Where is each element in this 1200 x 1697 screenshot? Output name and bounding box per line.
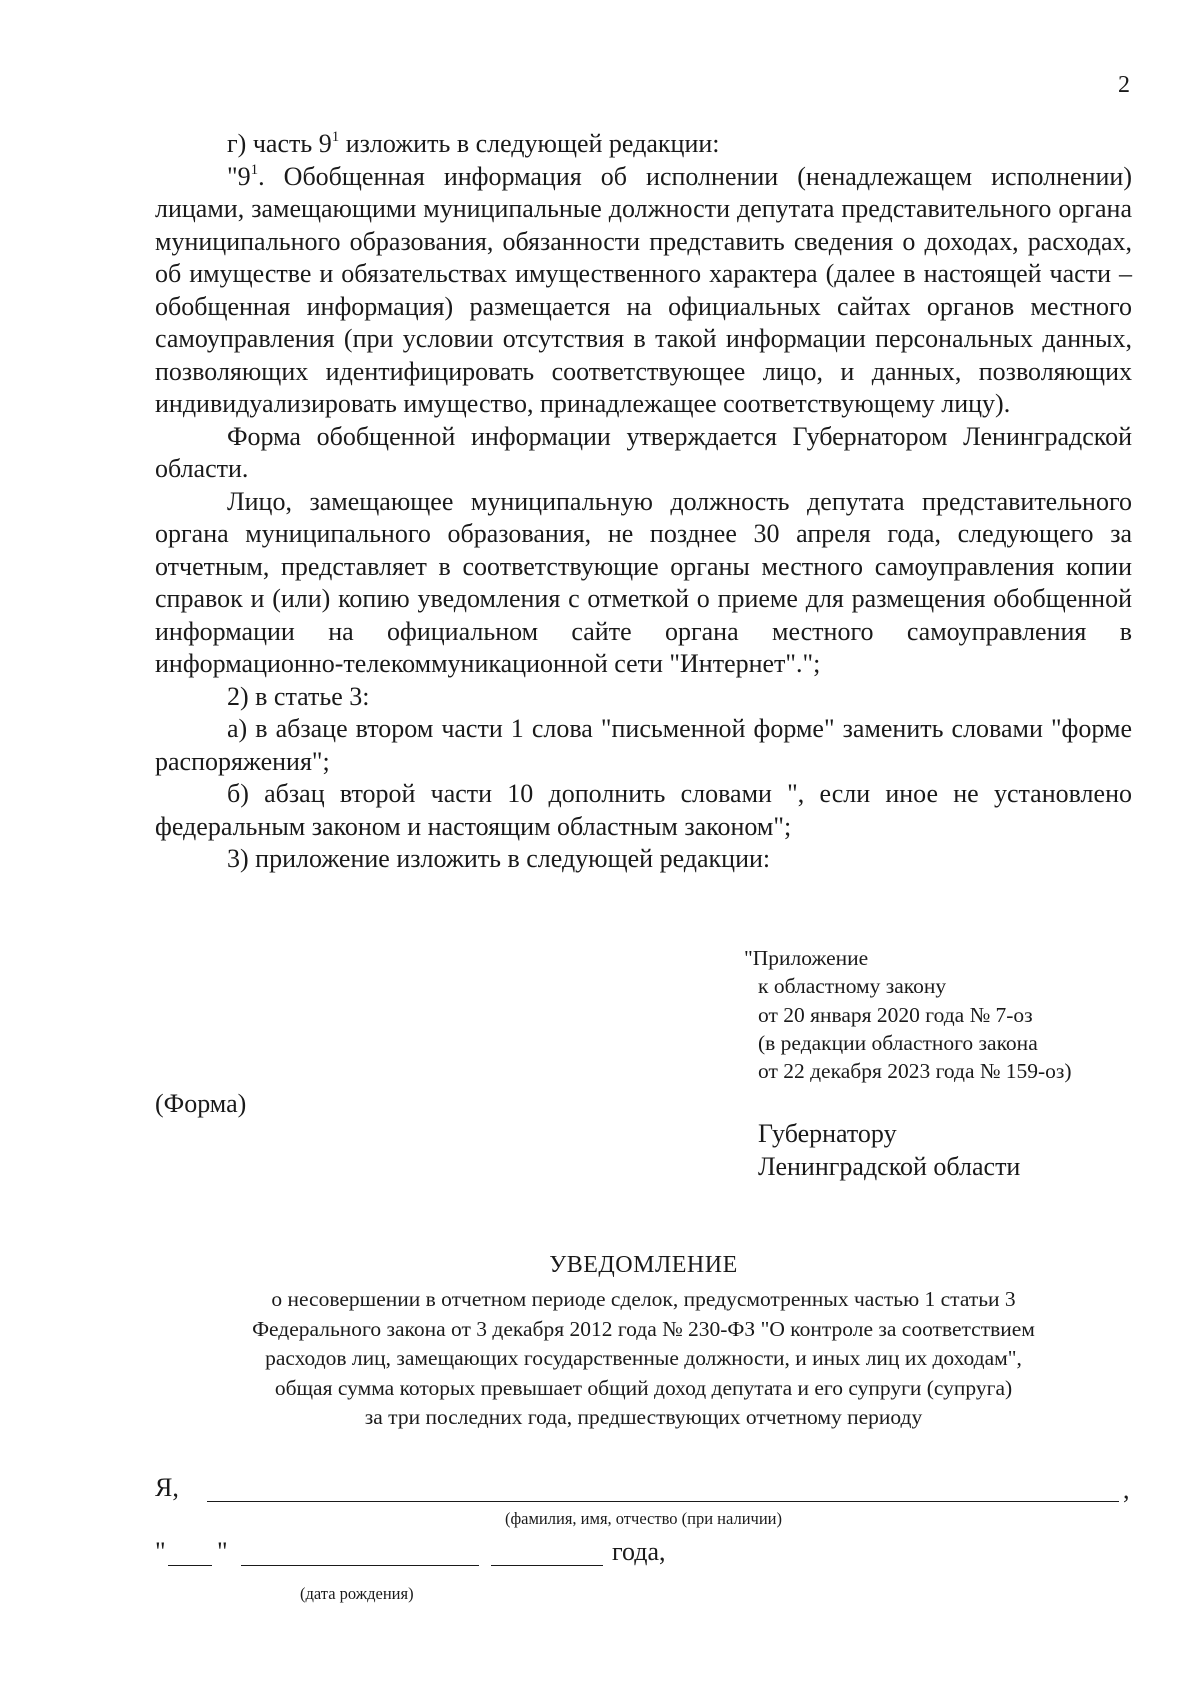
notice-subtitle-line: общая сумма которых превышает общий доход депутата и его супруги (супруга) — [274, 1375, 1013, 1400]
paragraph-amendment-g: г) часть $9^1$ изложить в следующей редакции: — [227, 129, 720, 158]
addressee-line: Губернатору — [758, 1119, 897, 1148]
paragraph-form-approval: Форма обобщенной информации утверждается Губернатором Ленинградской области. — [155, 421, 1132, 483]
form-name-row — [155, 1473, 1145, 1507]
year-blank-line[interactable] — [491, 1565, 603, 1566]
paragraph-article-3: 2) в статье 3: — [227, 681, 370, 711]
name-blank-line[interactable] — [207, 1501, 1119, 1502]
appendix-line: (в редакции областного закона — [758, 1030, 1038, 1055]
appendix-line: от 20 января 2020 года № 7-оз — [758, 1002, 1033, 1027]
superscript: 1 — [331, 129, 340, 145]
paragraph-amendment-b: б) абзац второй части 10 дополнить словами ", если иное не установлено федеральным законом и настоящим областным законом"; — [155, 779, 1132, 841]
month-blank-line[interactable] — [241, 1565, 479, 1566]
notice-subtitle-line: Федерального закона от 3 декабря 2012 года № 230-ФЗ "О контроле за соответствием — [252, 1316, 1035, 1341]
birthdate-hint: (дата рождения) — [300, 1584, 414, 1603]
name-label: Я, — [155, 1473, 179, 1502]
addressee — [758, 1118, 1020, 1183]
paragraph-amendment-a: а) в абзаце втором части 1 слова "письменной форме" заменить словами "форме распоряжения"; — [155, 714, 1132, 776]
page-number: 2 — [1118, 72, 1130, 98]
addressee-line: Ленинградской области — [758, 1151, 1021, 1181]
appendix-line: к областному закону — [758, 974, 947, 999]
day-blank-line[interactable] — [168, 1565, 212, 1566]
appendix-line: "Приложение — [744, 946, 869, 970]
paragraph-appendix-intro: 3) приложение изложить в следующей редакции: — [227, 844, 771, 873]
name-trailing-comma: , — [1123, 1475, 1130, 1504]
name-hint: (фамилия, имя, отчество (при наличии) — [504, 1509, 782, 1528]
superscript: 1 — [250, 161, 259, 178]
notice-subtitle-line: расходов лиц, замещающих государственные должности, и иных лиц их доходам", — [265, 1346, 1022, 1370]
form-label: (Форма) — [155, 1089, 247, 1118]
body-text — [155, 128, 1132, 876]
year-suffix: года, — [612, 1537, 666, 1566]
paragraph-deputy-deadline: Лицо, замещающее муниципальную должность депутата представительного органа муниципального образования, не позднее 30 апреля года, следующего за отчетным, представляет в соответствующие органы местного самоуправления копии справок и (или) копию уведомления с отметкой о приеме для размещения обобщенной информации на официальном сайте органа местного самоуправления в информационно-телекоммуникационной сети "Интернет"."; — [155, 486, 1132, 678]
notice-subtitle-line: за три последних года, предшествующих отчетному периоду — [364, 1405, 923, 1429]
notice-subtitle-line: о несовершении в отчетном периоде сделок, предусмотренных частью 1 статьи 3 — [271, 1287, 1016, 1311]
notice-title: УВЕДОМЛЕНИЕ — [549, 1252, 738, 1278]
form-birthdate-row — [155, 1537, 955, 1573]
appendix-header — [744, 944, 1072, 1085]
appendix-line: от 22 декабря 2023 года № 159-оз) — [758, 1059, 1072, 1084]
paragraph-part-9-1: "$9^1$. Обобщенная информация об исполнении (ненадлежащем исполнении) лицами, замещающими муниципальные должности депутата представительного органа муниципального образования, обязанности представить сведения о доходах, расходах, об имуществе и обязательствах имущественного характера (далее в настоящей части – обобщенная информация) размещается на официальных сайтах органов местного самоуправления (при условии отсутствия в такой информации персональных данных, позволяющих идентифицировать соответствующее лицо, и данных, позволяющих индивидуализировать имущество, принадлежащее соответствующему лицу). — [155, 161, 1132, 418]
quote-open: " — [155, 1537, 166, 1566]
notice-subtitle — [155, 1285, 1132, 1433]
quote-close: " — [217, 1537, 228, 1566]
